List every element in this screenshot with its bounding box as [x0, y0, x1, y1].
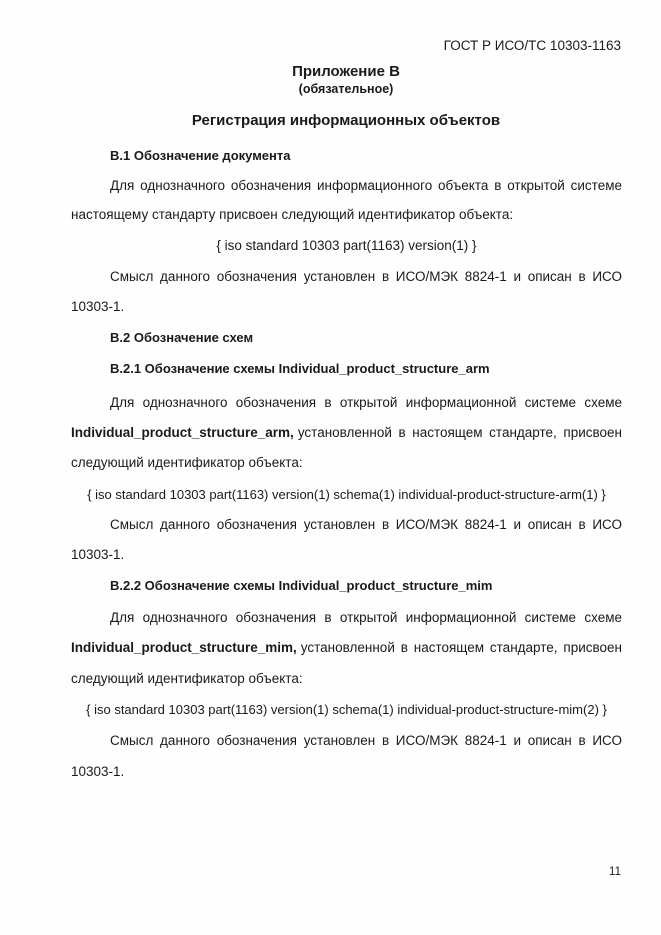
paragraph-line: следующий идентификатор объекта:	[71, 455, 303, 470]
appendix-subtitle: (обязательное)	[298, 82, 394, 96]
section-heading-b21: В.2.1 Обозначение схемы Individual_product_structure_arm	[110, 361, 490, 376]
paragraph-line: 10303-1.	[71, 299, 125, 314]
paragraph-line: Для однозначного обозначения информационного объекта в открытой системе	[110, 178, 622, 193]
paragraph-text: установленной в настоящем стандарте, присвоен	[297, 425, 622, 440]
paragraph-line: Для однозначного обозначения в открытой информационной системе схеме	[110, 610, 622, 625]
paragraph-line: Для однозначного обозначения в открытой информационной системе схеме	[110, 395, 622, 410]
paragraph-line: настоящему стандарту присвоен следующий идентификатор объекта:	[71, 207, 514, 222]
paragraph-line: 10303-1.	[71, 547, 125, 562]
appendix-heading: Регистрация информационных объектов	[191, 112, 501, 129]
paragraph-line: 10303-1.	[71, 764, 125, 779]
paragraph-line	[71, 640, 622, 655]
paragraph-text: установленной в настоящем стандарте, присвоен	[300, 640, 622, 655]
section-heading-b1: В.1 Обозначение документа	[110, 148, 291, 163]
section-heading-b2: В.2 Обозначение схем	[110, 330, 254, 345]
paragraph-line	[71, 425, 622, 440]
object-identifier: { iso standard 10303 part(1163) version(1) }	[216, 238, 477, 253]
paragraph-line: Смысл данного обозначения установлен в ИСО/МЭК 8824-1 и описан в ИСО	[110, 517, 622, 532]
schema-name: Individual_product_structure_arm,	[71, 425, 294, 440]
appendix-title: Приложение В	[292, 63, 400, 80]
page-number: 11	[609, 866, 621, 878]
paragraph-line: следующий идентификатор объекта:	[71, 671, 303, 686]
paragraph-line: Смысл данного обозначения установлен в ИСО/МЭК 8824-1 и описан в ИСО	[110, 269, 622, 284]
object-identifier: { iso standard 10303 part(1163) version(1) schema(1) individual-product-structure-arm(1) }	[87, 487, 606, 502]
document-id-header: ГОСТ Р ИСО/ТС 10303-1163	[443, 38, 621, 53]
paragraph-line: Смысл данного обозначения установлен в ИСО/МЭК 8824-1 и описан в ИСО	[110, 733, 622, 748]
section-heading-b22: В.2.2 Обозначение схемы Individual_product_structure_mim	[110, 578, 493, 593]
object-identifier: { iso standard 10303 part(1163) version(1) schema(1) individual-product-structure-mim(2) }	[86, 702, 607, 717]
schema-name: Individual_product_structure_mim,	[71, 640, 297, 655]
